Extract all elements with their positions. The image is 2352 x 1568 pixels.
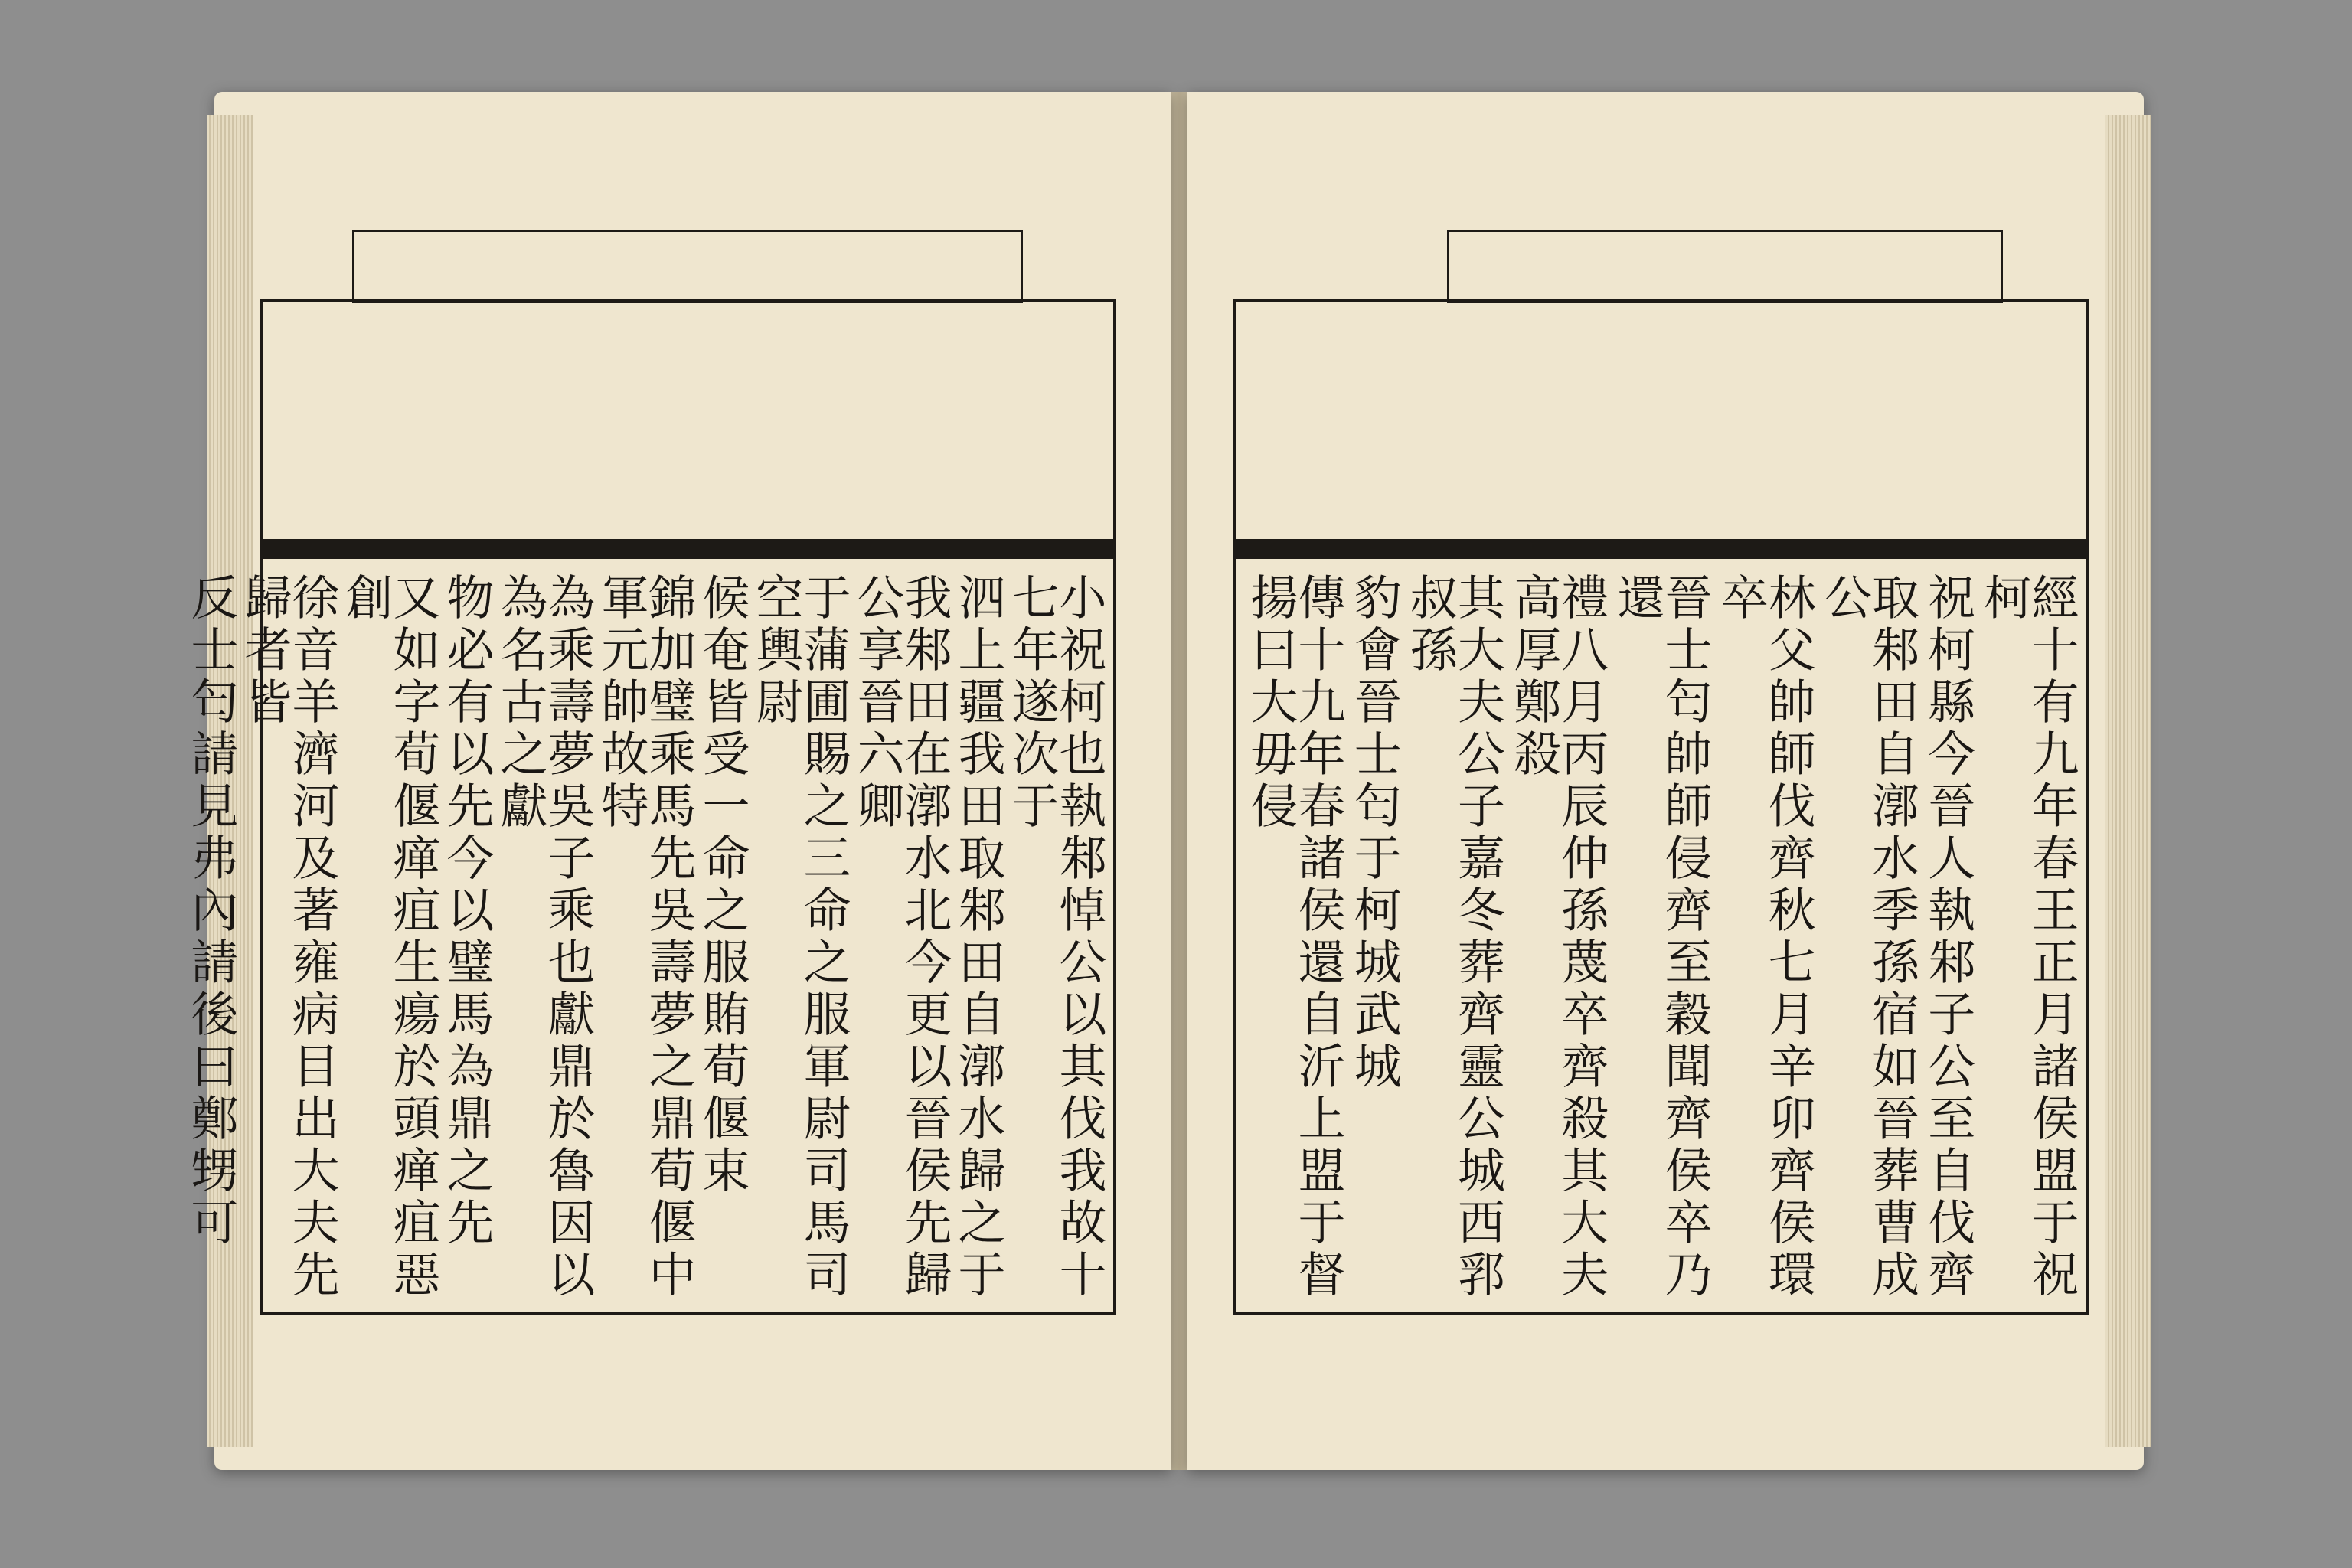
text-frame	[1233, 299, 2089, 1315]
text-column: 又如字荀偃瘅疽生瘍於頭瘅疽惡創	[338, 573, 441, 1302]
text-column: 林父帥師伐齊秋七月辛卯齊侯環卒	[1713, 573, 1817, 1302]
annotation-band	[1236, 302, 2086, 542]
text-column: 其大夫公子嘉冬葬齊靈公城西郛叔孫	[1402, 573, 1506, 1302]
text-column: 取邾田自漷水季孫宿如晉葬曹成公	[1816, 573, 1920, 1302]
main-text	[1243, 570, 2078, 1305]
text-column: 禮八月丙辰仲孫蔑卒齊殺其大夫高厚鄭殺	[1505, 573, 1609, 1302]
gloss-box	[1447, 230, 2003, 303]
text-column: 為乘壽夢吳子乘也獻鼎於魯因以為名古之獻	[492, 573, 596, 1302]
text-column: 我邾田在漷水北今更以晉侯先歸公享晉六卿	[849, 573, 952, 1302]
text-column: 泗上疆我田取邾田自漷水歸之于	[950, 573, 1006, 1302]
annotation-band	[263, 302, 1113, 542]
text-column: 傳十九年春諸侯還自沂上盟于督揚曰大毋侵	[1243, 573, 1346, 1302]
left-page	[183, 92, 1171, 1470]
text-column: 小祝柯也執邾悼公以其伐我故十七年遂次于	[1004, 573, 1107, 1302]
text-column: 錦加璧乘馬先吳壽夢之鼎荀偃中軍元帥故特	[593, 573, 697, 1302]
right-page	[1187, 92, 2144, 1470]
page-edge	[2105, 115, 2151, 1447]
gloss-box	[352, 230, 1023, 303]
text-column: 晉士匄帥師侵齊至穀聞齊侯卒乃還	[1609, 573, 1713, 1302]
text-column: 經十有九年春王正月諸侯盟于祝柯	[1976, 573, 2079, 1302]
separator-bar	[263, 539, 1113, 559]
annotation-columns	[271, 309, 1106, 531]
separator-bar	[1236, 539, 2086, 559]
text-column: 反士匄請見弗內請後曰鄭甥可	[183, 573, 239, 1250]
annotation-columns	[1243, 309, 2078, 531]
text-column: 徐音羊濟河及著雍病目出大夫先歸者皆	[237, 573, 340, 1302]
text-column: 豹會晉士匄于柯城武城	[1346, 573, 1403, 1093]
text-column: 于蒲圃賜之三命之服軍尉司馬司空輿尉	[748, 573, 851, 1302]
text-column: 祝柯縣今晉人執邾子公至自伐齊	[1919, 573, 1976, 1302]
open-book	[183, 92, 2159, 1493]
main-text	[183, 570, 1107, 1305]
text-column: 物必有以先今以璧馬為鼎之先	[439, 573, 495, 1250]
text-column: 候奄皆受一命之服賄荀偃束	[694, 573, 750, 1197]
text-frame	[183, 299, 1116, 1315]
